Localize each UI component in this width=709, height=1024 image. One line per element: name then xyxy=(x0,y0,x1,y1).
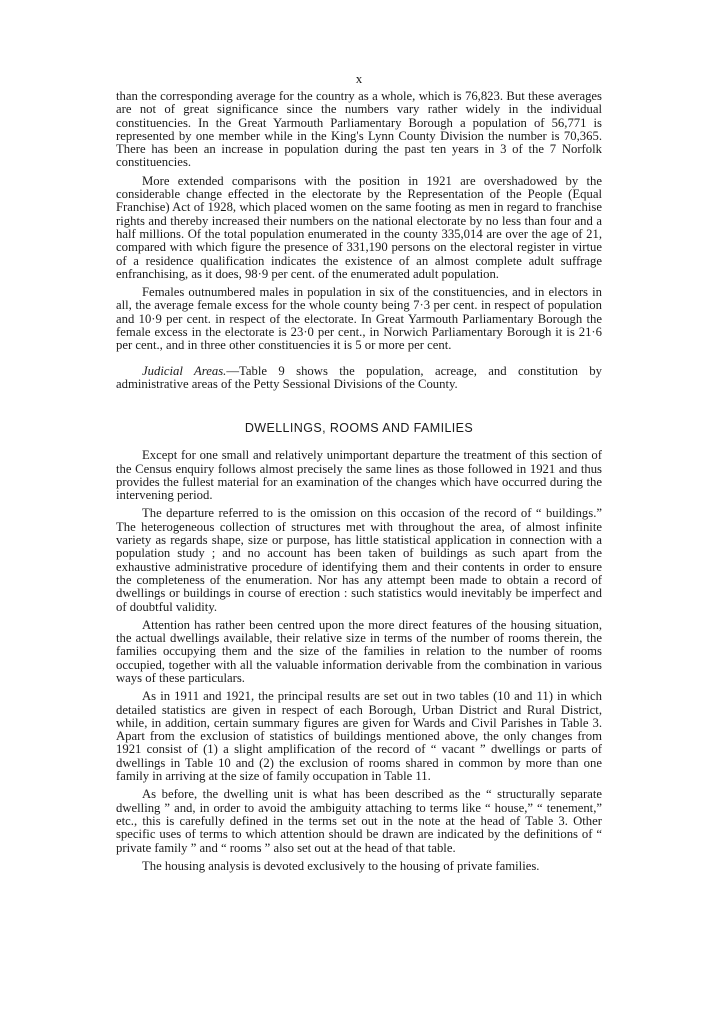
paragraph-attention: Attention has rather been centred upon the more direct features of the housing situation, the actual dwellings available, their relative size in terms of the number of rooms therein, the families occupying them and the size of the families in relation to the number of rooms occupied, together with all the valuable information derivable from the combination in various ways of these particulars. xyxy=(116,617,602,685)
paragraph-female-excess: Females outnumbered males in population in six of the constituencies, and in electors in all, the average female excess for the whole county being 7·3 per cent. in respect of population and 10·9 per cent. in respect of the electorate. In Great Yarmouth Parliamentary Borough the female excess in the electorate is 23·0 per cent., in Norwich Parliamentary Borough it is 21·6 per cent., and in three other constituencies it is 5 or more per cent. xyxy=(116,285,602,353)
paragraph-electorate-comparison: More extended comparisons with the position in 1921 are overshadowed by the considerable change effected in the electorate by the Representation of the People (Equal Franchise) Act of 1928, which placed women on the same footing as men in regard to franchise rights and thereby increased their numbers on the national electorate by no less than four and a half millions. Of the total population enumerated in the county 335,014 are over the age of 21, compared with which figure the presence of 331,190 persons on the electoral register in virtue of a residence qualification indicates the existence of an almost complete adult suffrage enfranchising, as it does, 98·9 per cent. of the enumerated adult population. xyxy=(116,173,602,281)
judicial-areas-text: —Table 9 shows the population, acreage, and constitution by administrative areas of the Petty Sessional Divisions of the County. xyxy=(116,363,602,391)
paragraph-judicial-areas xyxy=(116,365,602,392)
paragraph-dwelling-unit: As before, the dwelling unit is what has been described as the “ structurally separate dwelling ” and, in order to avoid the ambiguity attaching to terms like “ house,” “ tenement,” etc., this is carefully defined in the terms set out in the note at the head of Table 3. Other specific uses of terms to which attention should be drawn are indicated by the definitions of “ private family ” and “ rooms ” also set out at the head of that table. xyxy=(116,787,602,855)
paragraph-housing-analysis: The housing analysis is devoted exclusively to the housing of private families. xyxy=(142,858,540,873)
section-heading: DWELLINGS, ROOMS AND FAMILIES xyxy=(244,421,474,436)
paragraph-departure: The departure referred to is the omission on this occasion of the record of “ buildings.” The heterogeneous collection of structures met with throughout the area, of almost infinite variety as regards shape, size or purpose, has little statistical application in connection with a population study ; and no account has been taken of buildings as such apart from the exhaustive administrative procedure of identifying them and their contents in order to ensure the completeness of the enumeration. Nor has any attempt been made to obtain a record of dwellings or buildings in course of erection : such statistics would inevitably be imperfect and of doubtful validity. xyxy=(116,506,602,614)
paragraph-treatment: Except for one small and relatively unimportant departure the treatment of this section of the Census enquiry follows almost precisely the same lines as those followed in 1921 and thus provides the fullest material for an examination of the changes which have occurred during the intervening period. xyxy=(116,448,602,503)
document-page xyxy=(116,72,602,878)
judicial-areas-label: Judicial Areas. xyxy=(142,363,227,378)
paragraph-principal-results: As in 1911 and 1921, the principal results are set out in two tables (10 and 11) in which detailed statistics are given in respect of each Borough, Urban District and Rural District, while, in addition, certain summary figures are given for Wards and Civil Parishes in Table 3. Apart from the exclusion of statistics of buildings mentioned above, the only changes from 1921 consist of (1) a slight amplification of the record of “ vacant ” dwellings or parts of dwellings in Table 10 and (2) the exclusion of rooms shared in common by more than one family in arriving at the size of family occupation in Table 11. xyxy=(116,689,602,784)
page-number: x xyxy=(355,71,363,86)
paragraph-constituency-averages: than the corresponding average for the country as a whole, which is 76,823. But these averages are not of great significance since the numbers vary rather widely in the individual constituencies. In the Great Yarmouth Parliamentary Borough a population of 56,771 is represented by one member while in the King's Lynn County Division the number is 70,365. There has been an increase in population during the past ten years in 3 of the 7 Norfolk constituencies. xyxy=(116,89,602,170)
